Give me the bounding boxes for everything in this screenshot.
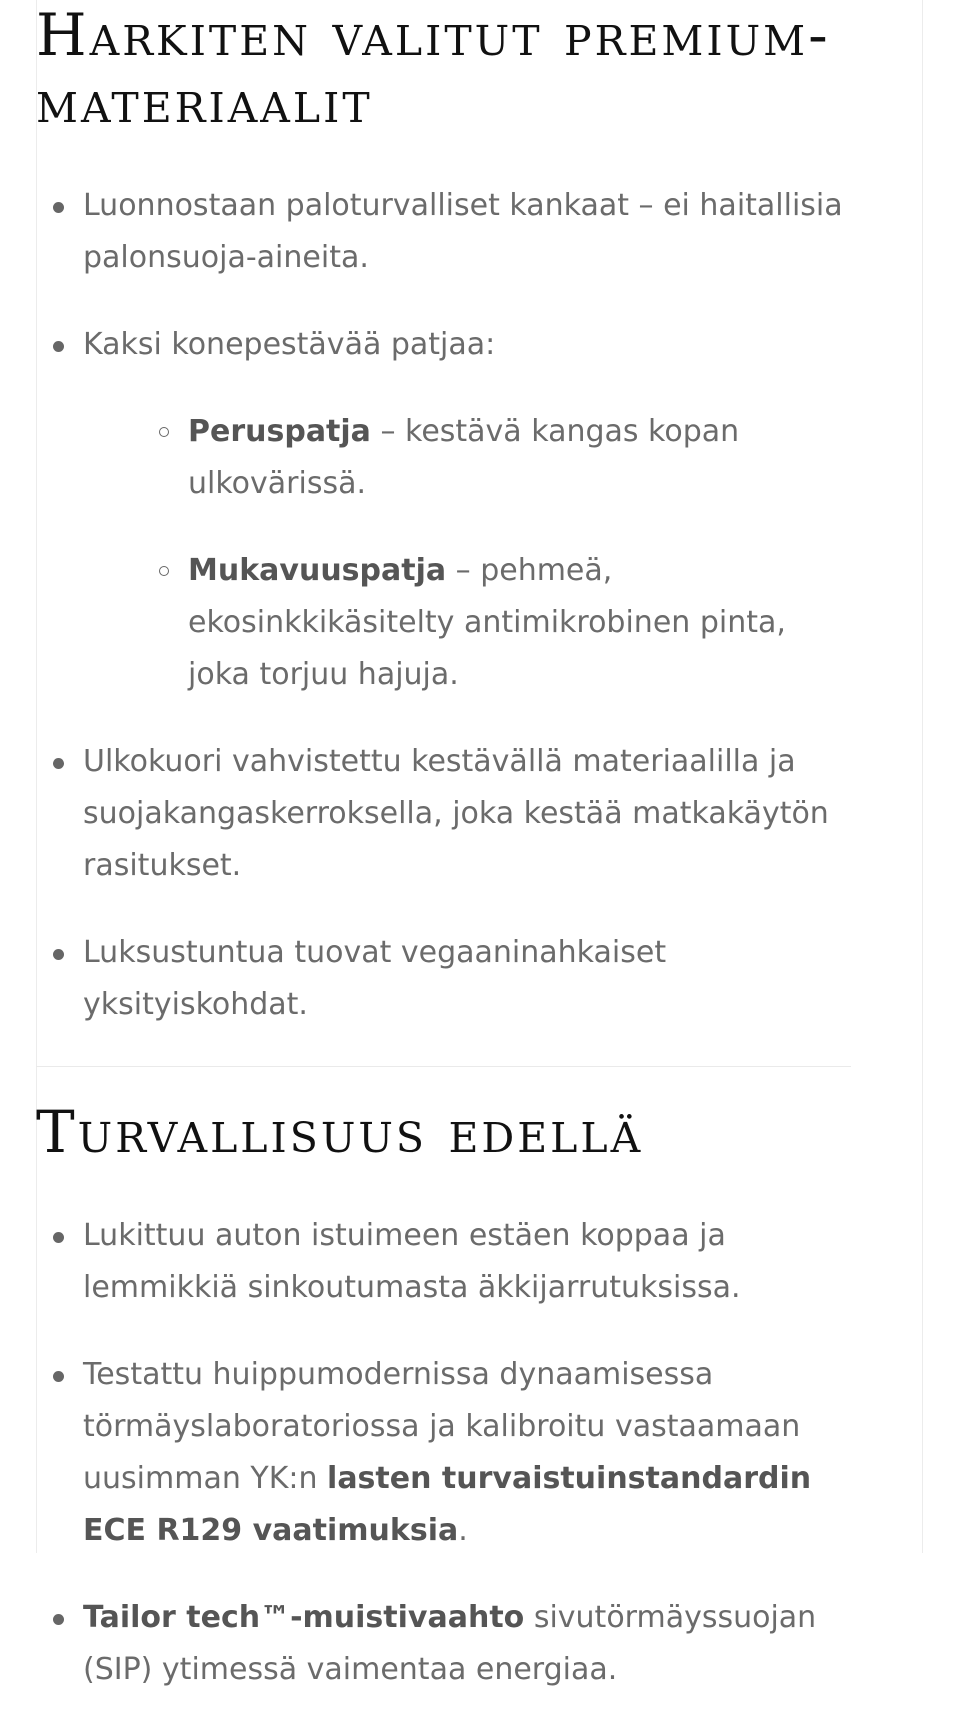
section-heading-safety: Turvallisuus edellä	[36, 1098, 644, 1166]
list-item: Ulkokuori vahvistettu kestävällä materiaalilla ja suojakangaskerroksella, joka kestää matkakäytön rasitukset.	[36, 736, 851, 892]
list-item: Luonnostaan paloturvalliset kankaat – ei haitallisia palonsuoja-aineita.	[36, 180, 851, 284]
sublist-item-bold: Peruspatja	[188, 414, 371, 449]
section-divider	[36, 1066, 851, 1067]
list-item-bold: Tailor tech™-muistivaahto	[83, 1600, 525, 1635]
list-item: Luksustuntua tuovat vegaaninahkaiset yksityiskohdat.	[36, 927, 851, 1031]
article-content	[36, 0, 851, 1731]
list-item-text-end: .	[458, 1513, 468, 1548]
sublist-item	[130, 545, 851, 701]
sublist-item-text: – kestävä kangas kopan ulkovärissä.	[188, 414, 740, 501]
sublist-item-bold: Mukavuuspatja	[188, 553, 447, 588]
sublist-item	[130, 406, 851, 510]
list-item-bold: lasten turvaistuinstandardin ECE R129 vaatimuksia	[83, 1461, 812, 1548]
safety-list	[36, 1210, 851, 1696]
list-item	[36, 319, 851, 701]
list-item: Lukittuu auton istuimeen estäen koppaa ja lemmikkiä sinkoutumasta äkkijarrutuksissa.	[36, 1210, 851, 1314]
materials-list	[36, 180, 851, 1031]
list-item	[36, 1349, 851, 1557]
mattress-sublist	[83, 406, 851, 701]
list-item	[36, 1592, 851, 1696]
list-item-text: sivutörmäyssuojan (SIP) ytimessä vaimentaa energiaa.	[83, 1600, 817, 1687]
section-heading-materials: Harkiten valitut premium-materiaalit	[36, 1, 831, 136]
sublist-item-text: – pehmeä, ekosinkkikäsitelty antimikrobinen pinta, joka torjuu hajuja.	[188, 553, 786, 692]
list-item-text: Testattu huippumodernissa dynaamisessa törmäyslaboratoriossa ja kalibroitu vastaamaan uusimman YK:n	[83, 1357, 801, 1496]
list-item-text: Kaksi konepestävää patjaa:	[83, 327, 496, 362]
